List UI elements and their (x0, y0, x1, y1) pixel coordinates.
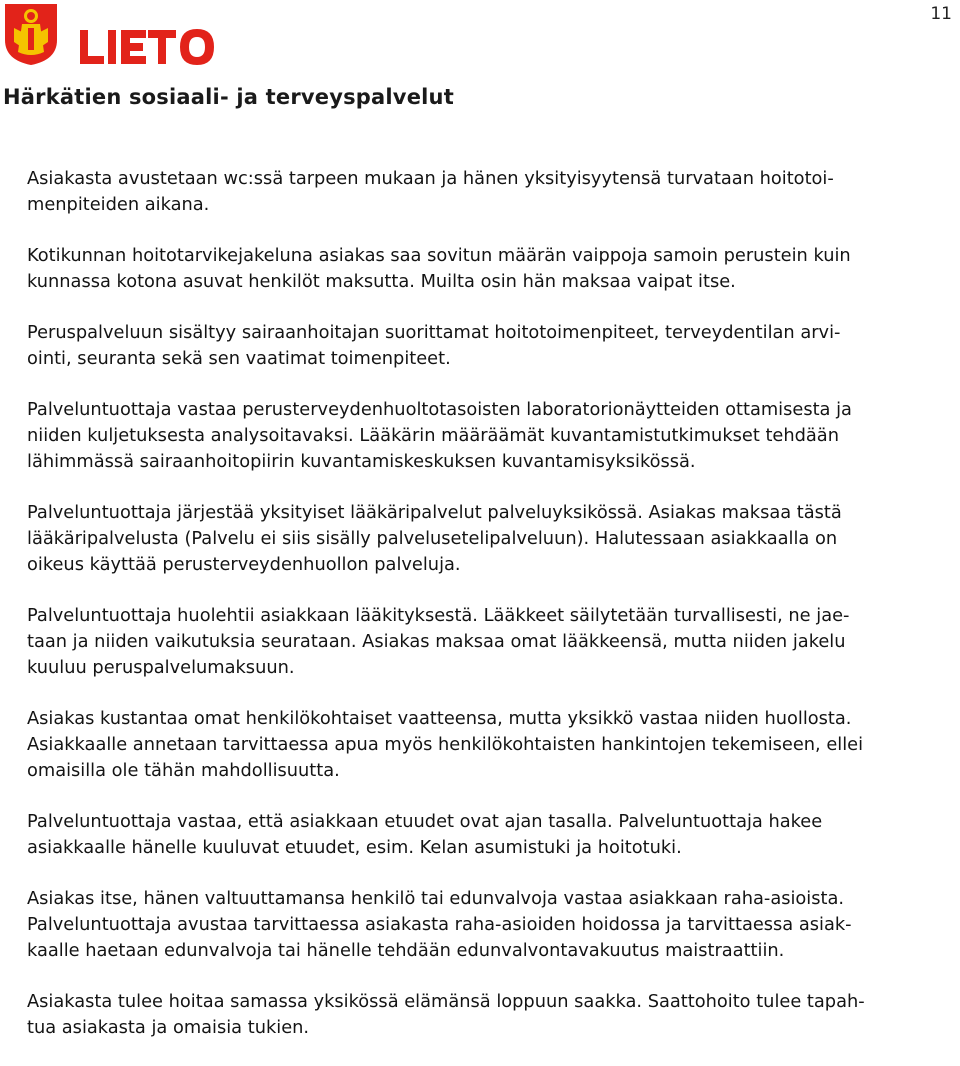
text-line: Palveluntuottaja vastaa perusterveydenhuoltotasoisten laboratorionäytteiden ottamisesta ja (27, 399, 852, 420)
text-line: Kotikunnan hoitotarvikejakeluna asiakas saa sovitun määrän vaippoja samoin perustein kuin (27, 245, 851, 266)
text-line: Palveluntuottaja huolehtii asiakkaan lääkityksestä. Lääkkeet säilytetään turvallisesti, ne jae- (27, 605, 850, 626)
paragraph (27, 500, 955, 578)
text-line: tua asiakasta ja omaisia tukien. (27, 1017, 310, 1038)
text-line: lääkäripalvelusta (Palvelu ei siis sisälly palvelusetelipalveluun). Halutessaan asiakkaalla on (27, 528, 838, 549)
text-line: menpiteiden aikana. (27, 194, 210, 215)
text-line: Palveluntuottaja järjestää yksityiset lääkäripalvelut palveluyksikössä. Asiakas maksaa tästä (27, 502, 842, 523)
paragraph (27, 397, 955, 475)
page-number: 11 (930, 4, 952, 24)
text-line: Peruspalveluun sisältyy sairaanhoitajan suorittamat hoitotoimenpiteet, terveydentilan arvi- (27, 322, 841, 343)
paragraph (27, 166, 955, 218)
text-line: Asiakkaalle annetaan tarvittaessa apua myös henkilökohtaisten hankintojen tekemiseen, ellei (27, 734, 864, 755)
paragraph (27, 320, 955, 372)
page-header (0, 0, 960, 70)
text-line: ointi, seuranta sekä sen vaatimat toimenpiteet. (27, 348, 451, 369)
paragraph (27, 706, 955, 784)
text-line: oikeus käyttää perusterveydenhuollon palveluja. (27, 554, 461, 575)
document-body (27, 166, 955, 1066)
text-line: omaisilla ole tähän mahdollisuutta. (27, 760, 340, 781)
text-line: Palveluntuottaja vastaa, että asiakkaan etuudet ovat ajan tasalla. Palveluntuottaja hakee (27, 811, 823, 832)
paragraph (27, 809, 955, 861)
paragraph (27, 243, 955, 295)
text-line: asiakkaalle hänelle kuuluvat etuudet, esim. Kelan asumistuki ja hoitotuki. (27, 837, 682, 858)
text-line: Asiakas itse, hänen valtuuttamansa henkilö tai edunvalvoja vastaa asiakkaan raha-asioista. (27, 888, 845, 909)
text-line: kunnassa kotona asuvat henkilöt maksutta. Muilta osin hän maksaa vaipat itse. (27, 271, 736, 292)
text-line: taan ja niiden vaikutuksia seurataan. Asiakas maksaa omat lääkkeensä, mutta niiden jakelu (27, 631, 846, 652)
paragraph (27, 886, 955, 964)
text-line: kuuluu peruspalvelumaksuun. (27, 657, 295, 678)
text-line: Asiakasta tulee hoitaa samassa yksikössä elämänsä loppuun saakka. Saattohoito tulee tapah- (27, 991, 865, 1012)
text-line: Asiakasta avustetaan wc:ssä tarpeen mukaan ja hänen yksityisyytensä turvataan hoitotoi- (27, 168, 834, 189)
text-line: Palveluntuottaja avustaa tarvittaessa asiakasta raha-asioiden hoidossa ja tarvittaessa asiak- (27, 914, 852, 935)
paragraph (27, 989, 955, 1041)
paragraph (27, 603, 955, 681)
text-line: niiden kuljetuksesta analysoitavaksi. Lääkärin määräämät kuvantamistutkimukset tehdään (27, 425, 839, 446)
lieto-logo (2, 2, 232, 66)
text-line: lähimmässä sairaanhoitopiirin kuvantamiskeskuksen kuvantamisyksikössä. (27, 451, 696, 472)
svg-text:LIETO: LIETO (2, 2, 5, 3)
text-line: kaalle haetaan edunvalvoja tai hänelle tehdään edunvalvontavakuutus maistraattiin. (27, 940, 785, 961)
page-title: Härkätien sosiaali- ja terveyspalvelut (3, 85, 454, 109)
text-line: Asiakas kustantaa omat henkilökohtaiset vaatteensa, mutta yksikkö vastaa niiden huollosta. (27, 708, 852, 729)
